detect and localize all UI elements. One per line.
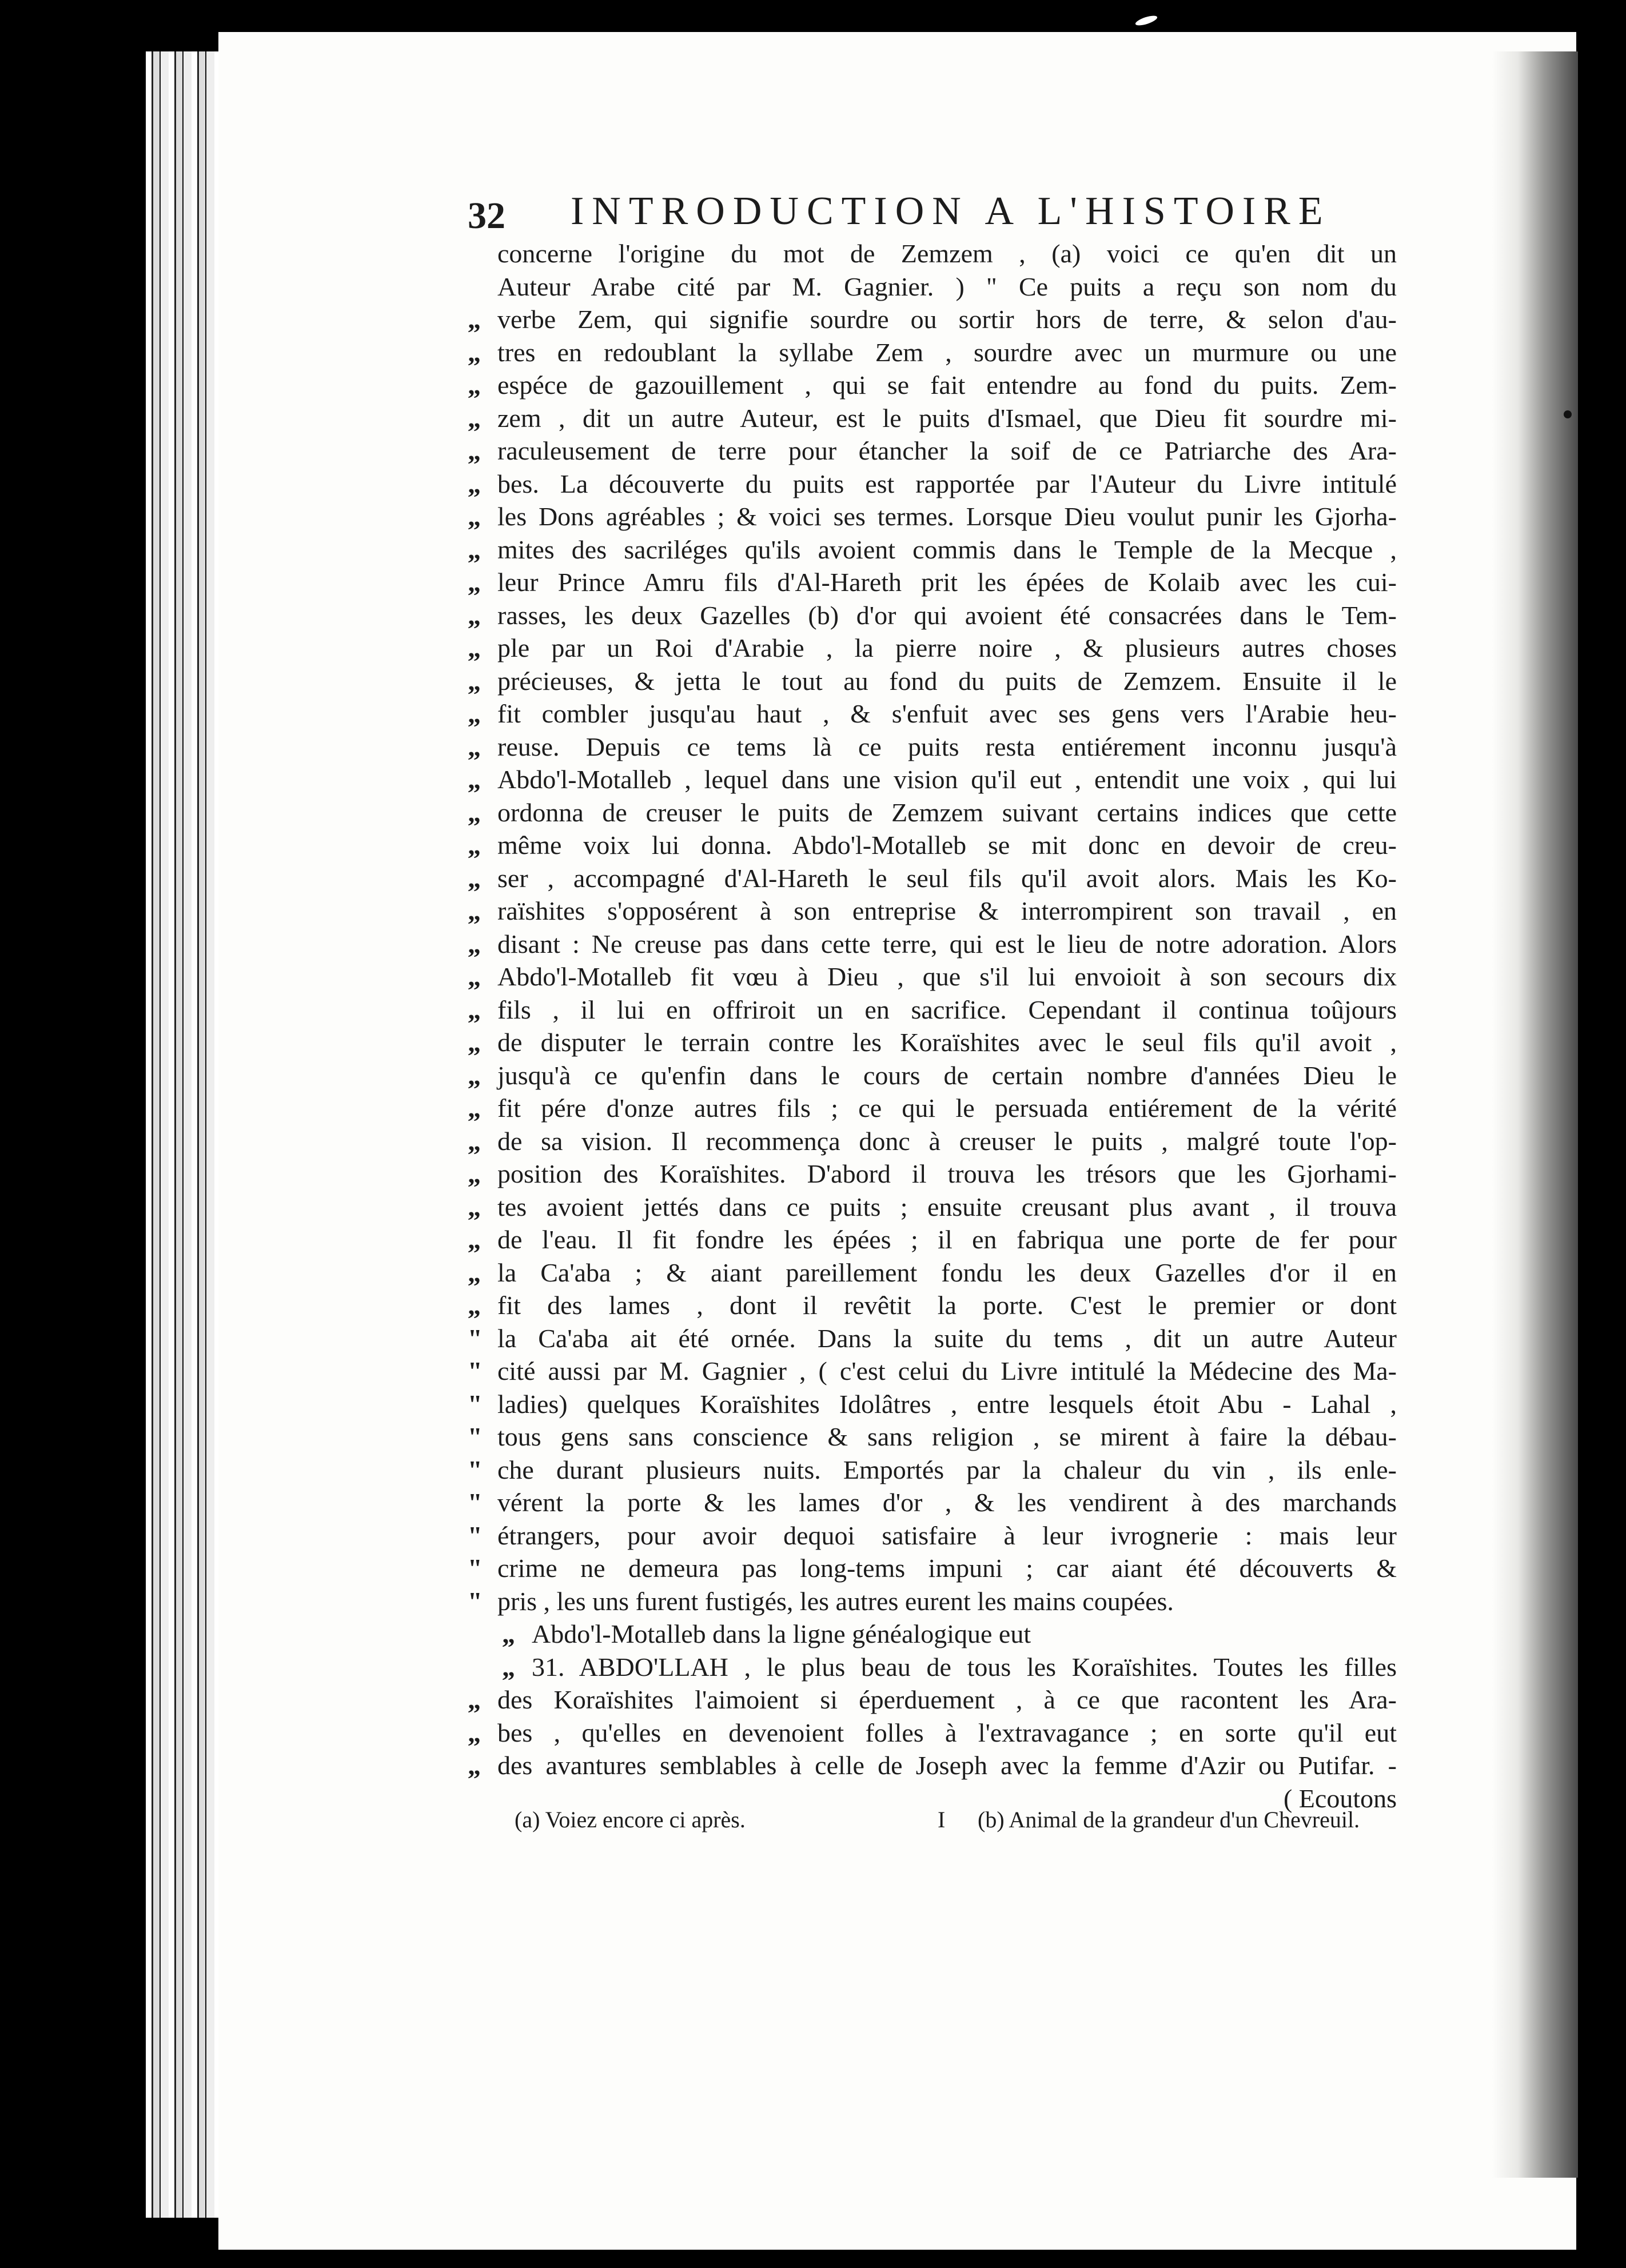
line-text: jusqu'à ce qu'enfin dans le cours de certain nombre d'années Dieu le <box>497 1060 1397 1090</box>
quote-mark: „ <box>468 1291 481 1320</box>
quote-mark: " <box>468 1586 483 1616</box>
text-line <box>468 1157 1397 1191</box>
text-line <box>468 468 1397 501</box>
text-line <box>468 1026 1397 1059</box>
footnotes <box>515 1806 1395 1840</box>
body-text <box>468 237 1397 1849</box>
text-line <box>468 1322 1397 1355</box>
line-text: des avantures semblables à celle de Joseph avec la femme d'Azir ou Putifar. - <box>497 1751 1397 1780</box>
line-text: espéce de gazouillement , qui se fait entendre au fond du puits. Zem- <box>497 370 1397 400</box>
quote-mark: „ <box>468 1093 481 1123</box>
line-text: étrangers, pour avoir dequoi satisfaire à leur ivrognerie : mais leur <box>497 1520 1397 1550</box>
line-text: tres en redoublant la syllabe Zem , sourdre avec un murmure ou une <box>497 337 1397 367</box>
line-text: position des Koraïshites. D'abord il trouva les trésors que les Gjorhami- <box>497 1159 1397 1188</box>
quote-mark: „ <box>468 797 481 827</box>
text-line <box>468 1651 1397 1684</box>
text-line <box>468 500 1397 533</box>
line-text: de disputer le terrain contre les Koraïshites avec le seul fils qu'il avoit , <box>497 1028 1397 1057</box>
quote-mark: „ <box>468 699 481 728</box>
quote-mark: „ <box>468 896 481 925</box>
text-line <box>468 270 1397 304</box>
text-line <box>468 533 1397 566</box>
line-text: Auteur Arabe cité par M. Gagnier. ) " Ce puits a reçu son nom du <box>497 271 1397 301</box>
line-text: ser , accompagné d'Al-Hareth le seul fils qu'il avoit alors. Mais les Ko- <box>497 863 1397 893</box>
text-line <box>468 1388 1397 1421</box>
text-line <box>468 665 1397 698</box>
text-line <box>468 763 1397 796</box>
line-text: verbe Zem, qui signifie sourdre ou sortir hors de terre, & selon d'au- <box>497 305 1397 334</box>
line-text: fit pére d'onze autres fils ; ce qui le persuada entiérement de la vérité <box>497 1093 1397 1123</box>
quote-mark: „ <box>468 1060 481 1090</box>
quote-mark: „ <box>468 370 481 400</box>
footnote-b: (b) Animal de la grandeur d'un Chevreuil. <box>978 1807 1360 1832</box>
quote-mark: „ <box>468 666 481 696</box>
text-line <box>468 1454 1397 1487</box>
line-text: de l'eau. Il fit fondre les épées ; il en fabriqua une porte de fer pour <box>497 1225 1397 1254</box>
text-line <box>468 829 1397 862</box>
text-line <box>468 1519 1397 1552</box>
line-text: Abdo'l-Motalleb dans la ligne généalogique eut <box>532 1619 1031 1648</box>
line-text: ple par un Roi d'Arabie , la pierre noire , & plusieurs autres choses <box>497 633 1397 662</box>
quote-mark: " <box>468 1389 483 1419</box>
quote-mark: „ <box>502 1652 515 1682</box>
quote-mark: „ <box>468 1685 481 1714</box>
quote-mark: „ <box>468 765 481 794</box>
quote-mark: „ <box>468 469 481 498</box>
quote-mark: " <box>468 1488 483 1517</box>
text-line <box>468 237 1397 270</box>
quote-mark: „ <box>468 436 481 465</box>
line-text: de sa vision. Il recommença donc à creuser le puits , malgré toute l'op- <box>497 1126 1397 1156</box>
quote-mark: „ <box>468 1751 481 1780</box>
line-text: rasses, les deux Gazelles (b) d'or qui avoient été consacrées dans le Tem- <box>497 600 1397 630</box>
text-line <box>468 1618 1397 1651</box>
text-line <box>468 895 1397 928</box>
text-line <box>468 303 1397 336</box>
line-text: Abdo'l-Motalleb , lequel dans une vision qu'il eut , entendit une voix , qui lui <box>497 765 1397 794</box>
line-text: raïshites s'opposérent à son entreprise & interrompirent son travail , en <box>497 896 1397 925</box>
line-text: ordonna de creuser le puits de Zemzem suivant certains indices que cette <box>497 797 1397 827</box>
page-right-shadow <box>1492 51 1578 2178</box>
line-text: pris , les uns furent fustigés, les autres eurent les mains coupées. <box>497 1586 1174 1616</box>
book-spine-edge <box>146 51 220 2218</box>
line-text: leur Prince Amru fils d'Al-Hareth prit les épées de Kolaib avec les cui- <box>497 568 1397 597</box>
quote-mark: „ <box>468 1718 481 1747</box>
line-text: che durant plusieurs nuits. Emportés par la chaleur du vin , ils enle- <box>497 1455 1397 1484</box>
line-text: fit des lames , dont il revêtit la porte. C'est le premier or dont <box>497 1291 1397 1320</box>
quote-mark: " <box>468 1422 483 1451</box>
quote-mark: „ <box>468 337 481 367</box>
quote-mark: „ <box>468 600 481 630</box>
line-text: ladies) quelques Koraïshites Idolâtres , entre lesquels étoit Abu - Lahal , <box>497 1389 1397 1419</box>
line-text: Abdo'l-Motalleb fit vœu à Dieu , que s'il lui envoioit à son secours dix <box>497 962 1397 991</box>
text-line <box>468 1552 1397 1585</box>
text-line <box>468 1683 1397 1716</box>
line-text: bes. La découverte du puits est rapportée par l'Auteur du Livre intitulé <box>497 469 1397 498</box>
quote-mark: „ <box>468 305 481 334</box>
text-line <box>468 434 1397 468</box>
quote-mark: „ <box>468 502 481 531</box>
text-line <box>468 1355 1397 1388</box>
line-text: la Ca'aba ; & aiant pareillement fondu les deux Gazelles d'or il en <box>497 1257 1397 1287</box>
quote-mark: " <box>468 1554 483 1583</box>
line-text: même voix lui donna. Abdo'l-Motalleb se mit donc en devoir de creu- <box>497 830 1397 860</box>
line-text: précieuses, & jetta le tout au fond du puits de Zemzem. Ensuite il le <box>497 666 1397 696</box>
line-text: concerne l'origine du mot de Zemzem , (a) voici ce qu'en dit un <box>497 239 1397 268</box>
text-line <box>468 796 1397 829</box>
line-text: reuse. Depuis ce tems là ce puits resta entiérement inconnu jusqu'à <box>497 732 1397 761</box>
text-line <box>468 1420 1397 1454</box>
text-line <box>468 1191 1397 1224</box>
quote-mark: „ <box>468 568 481 597</box>
line-text: tous gens sans conscience & sans religion , se mirent à faire la débau- <box>497 1422 1397 1451</box>
text-line <box>468 1256 1397 1289</box>
text-line <box>468 1486 1397 1519</box>
text-line <box>468 928 1397 961</box>
text-line <box>468 1092 1397 1125</box>
line-text: fils , il lui en offriroit un en sacrifice. Cependant il continua toûjours <box>497 995 1397 1024</box>
page-number: 32 <box>468 195 505 237</box>
quote-mark: „ <box>502 1619 515 1648</box>
quote-mark: „ <box>468 1257 481 1287</box>
text-line <box>468 1223 1397 1256</box>
text-line <box>468 336 1397 369</box>
line-text: la Ca'aba ait été ornée. Dans la suite du tems , dit un autre Auteur <box>497 1323 1397 1353</box>
line-text: mites des sacriléges qu'ils avoient commis dans le Temple de la Mecque , <box>497 534 1397 564</box>
quote-mark: „ <box>468 1028 481 1057</box>
line-text: crime ne demeura pas long-tems impuni ; car aiant été découverts & <box>497 1554 1397 1583</box>
text-line <box>468 402 1397 435</box>
line-text: vérent la porte & les lames d'or , & les vendirent à des marchands <box>497 1488 1397 1517</box>
line-text: disant : Ne creuse pas dans cette terre, qui est le lieu de notre adoration. Alors <box>497 929 1397 959</box>
quote-mark: " <box>468 1455 483 1484</box>
text-line <box>468 599 1397 632</box>
margin-dot <box>1564 410 1572 418</box>
line-text: bes , qu'elles en devenoient folles à l'extravagance ; en sorte qu'il eut <box>497 1718 1397 1747</box>
running-title: INTRODUCTION A L'HISTOIRE <box>571 189 1331 233</box>
text-line <box>468 993 1397 1027</box>
line-text: zem , dit un autre Auteur, est le puits d'Ismael, que Dieu fit sourdre mi- <box>497 403 1397 433</box>
text-line <box>468 1749 1397 1782</box>
text-line <box>468 1716 1397 1750</box>
text-line <box>468 697 1397 730</box>
text-line <box>468 730 1397 764</box>
quote-mark: „ <box>468 863 481 893</box>
quote-mark: „ <box>468 403 481 433</box>
text-line <box>468 1585 1397 1618</box>
quote-mark: „ <box>468 962 481 991</box>
quote-mark: „ <box>468 732 481 761</box>
text-line <box>468 566 1397 599</box>
quote-mark: " <box>468 1356 483 1385</box>
quote-mark: „ <box>468 534 481 564</box>
text-line <box>468 369 1397 402</box>
quote-mark: " <box>468 1520 483 1550</box>
footnote-separator: I <box>938 1807 946 1832</box>
text-line <box>468 862 1397 895</box>
text-line <box>468 632 1397 665</box>
text-line <box>468 1125 1397 1158</box>
quote-mark: „ <box>468 1192 481 1221</box>
quote-mark: „ <box>468 1126 481 1156</box>
quote-mark: „ <box>468 1159 481 1188</box>
line-text: cité aussi par M. Gagnier , ( c'est celui du Livre intitulé la Médecine des Ma- <box>497 1356 1397 1385</box>
line-text: des Koraïshites l'aimoient si éperduement , à ce que racontent les Ara- <box>497 1685 1397 1714</box>
quote-mark: „ <box>468 929 481 959</box>
running-header <box>468 189 1405 240</box>
line-text: fit combler jusqu'au haut , & s'enfuit avec ses gens vers l'Arabie heu- <box>497 699 1397 728</box>
line-text: 31. ABDO'LLAH , le plus beau de tous les Koraïshites. Toutes les filles <box>532 1652 1397 1682</box>
line-text: raculeusement de terre pour étancher la soif de ce Patriarche des Ara- <box>497 436 1397 465</box>
line-text: les Dons agréables ; & voici ses termes. Lorsque Dieu voulut punir les Gjorha- <box>497 502 1397 531</box>
quote-mark: „ <box>468 1225 481 1254</box>
text-line <box>468 960 1397 993</box>
text-line <box>468 1059 1397 1092</box>
catchword: ( Ecoutons <box>1283 1783 1397 1813</box>
line-text: tes avoient jettés dans ce puits ; ensuite creusant plus avant , il trouva <box>497 1192 1397 1221</box>
quote-mark: „ <box>468 830 481 860</box>
footnote-a: (a) Voiez encore ci après. <box>515 1807 746 1832</box>
text-line <box>468 1289 1397 1322</box>
quote-mark: „ <box>468 633 481 662</box>
quote-mark: " <box>468 1323 483 1353</box>
quote-mark: „ <box>468 995 481 1024</box>
